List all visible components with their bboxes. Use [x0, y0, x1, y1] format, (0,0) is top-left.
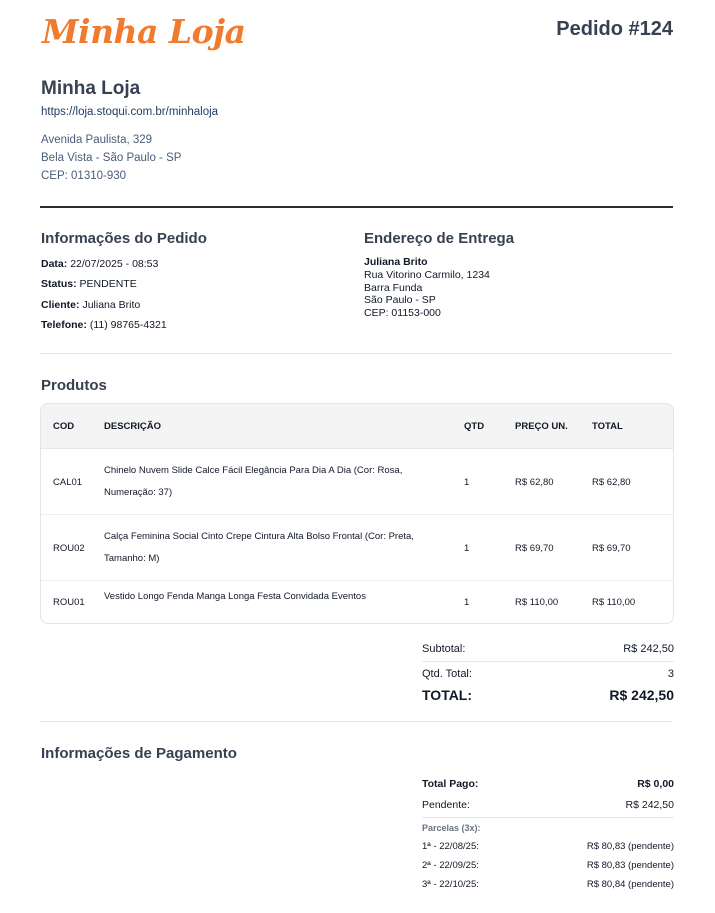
paid-label: Total Pago: [422, 778, 479, 790]
summary-qty [422, 668, 674, 680]
cell-cod: CAL01 [53, 477, 83, 488]
installment-row [422, 879, 674, 890]
col-price: PREÇO UN. [515, 421, 568, 432]
qty-label: Qtd. Total: [422, 668, 472, 680]
shipping-cep: CEP: 01153-000 [364, 307, 441, 320]
installment-value: R$ 80,83 (pendente) [586, 860, 674, 871]
payment-divider [422, 817, 674, 818]
table-header [41, 404, 673, 449]
cell-price: R$ 69,70 [515, 543, 554, 554]
col-cod: COD [53, 421, 75, 432]
store-address-line: Bela Vista - São Paulo - SP [41, 152, 182, 164]
header-divider [40, 206, 673, 208]
cell-price: R$ 62,80 [515, 477, 554, 488]
store-address-line: CEP: 01310-930 [41, 170, 127, 182]
store-logo: Minha Loja [42, 12, 246, 51]
table-row [41, 581, 673, 624]
installment-value: R$ 80,84 (pendente) [586, 879, 674, 890]
total-value: R$ 242,50 [609, 687, 674, 703]
store-url-link[interactable]: https://loja.stoqui.com.br/minhaloja [41, 106, 219, 118]
installment-row [422, 841, 674, 852]
col-desc: DESCRIÇÃO [104, 421, 162, 432]
payment-paid [422, 778, 674, 790]
cell-qtd: 1 [464, 477, 470, 488]
total-label: TOTAL: [422, 687, 473, 703]
shipping-title: Endereço de Entrega [364, 230, 515, 247]
summary-divider [422, 661, 674, 662]
shipping-name: Juliana Brito [364, 256, 428, 268]
shipping-street: Rua Vitorino Carmilo, 1234 [364, 268, 490, 281]
order-info-title: Informações do Pedido [41, 230, 207, 247]
shipping-district: Barra Funda [364, 281, 423, 294]
table-row [41, 515, 673, 581]
order-date: Data: 22/07/2025 - 08:53 [41, 258, 159, 270]
store-address-line: Avenida Paulista, 329 [41, 134, 153, 146]
order-phone: Telefone: (11) 98765-4321 [41, 318, 167, 331]
cell-total: R$ 69,70 [592, 543, 631, 554]
store-name: Minha Loja [41, 78, 141, 99]
installment-label: 2ª - 22/09/25: [422, 860, 479, 871]
cell-qtd: 1 [464, 543, 470, 554]
products-table [40, 403, 674, 624]
products-title: Produtos [41, 377, 107, 394]
subtotal-label: Subtotal: [422, 643, 466, 655]
paid-value: R$ 0,00 [637, 778, 674, 790]
cell-desc: Chinelo Nuvem Slide Calce Fácil Elegância Para Dia A Dia (Cor: Rosa, Numeração: 37) [104, 465, 403, 498]
cell-total: R$ 62,80 [592, 477, 631, 488]
installment-row [422, 860, 674, 871]
cell-cod: ROU02 [53, 543, 85, 554]
pending-label: Pendente: [422, 799, 470, 811]
col-qtd: QTD [464, 421, 485, 432]
cell-desc: Calça Feminina Social Cinto Crepe Cintura Alta Bolso Frontal (Cor: Preta, Tamanho: M) [104, 531, 414, 564]
order-number: Pedido #124 [556, 18, 673, 40]
cell-desc: Vestido Longo Fenda Manga Longa Festa Convidada Eventos [104, 591, 366, 602]
subtotal-value: R$ 242,50 [623, 643, 674, 655]
installment-value: R$ 80,83 (pendente) [586, 841, 674, 852]
shipping-city: São Paulo - SP [364, 294, 436, 307]
order-client: Cliente: Juliana Brito [41, 298, 141, 311]
installment-label: 3ª - 22/10/25: [422, 879, 479, 890]
summary-total [422, 687, 674, 703]
cell-cod: ROU01 [53, 597, 85, 608]
installments-label: Parcelas (3x): [422, 823, 481, 833]
order-info-details [41, 257, 167, 338]
table-row [41, 449, 673, 515]
cell-total: R$ 110,00 [592, 597, 636, 608]
section-divider [40, 721, 673, 722]
shipping-address [364, 256, 490, 320]
payment-title: Informações de Pagamento [41, 745, 237, 762]
qty-value: 3 [667, 668, 674, 680]
cell-qtd: 1 [464, 597, 470, 608]
installment-label: 1ª - 22/08/25: [422, 841, 479, 852]
payment-pending [422, 799, 674, 811]
summary-subtotal [422, 643, 674, 655]
store-address [41, 131, 181, 185]
pending-value: R$ 242,50 [625, 799, 674, 811]
col-total: TOTAL [592, 421, 623, 432]
section-divider [40, 353, 673, 354]
cell-price: R$ 110,00 [515, 597, 559, 608]
order-status: Status: PENDENTE [41, 278, 137, 291]
